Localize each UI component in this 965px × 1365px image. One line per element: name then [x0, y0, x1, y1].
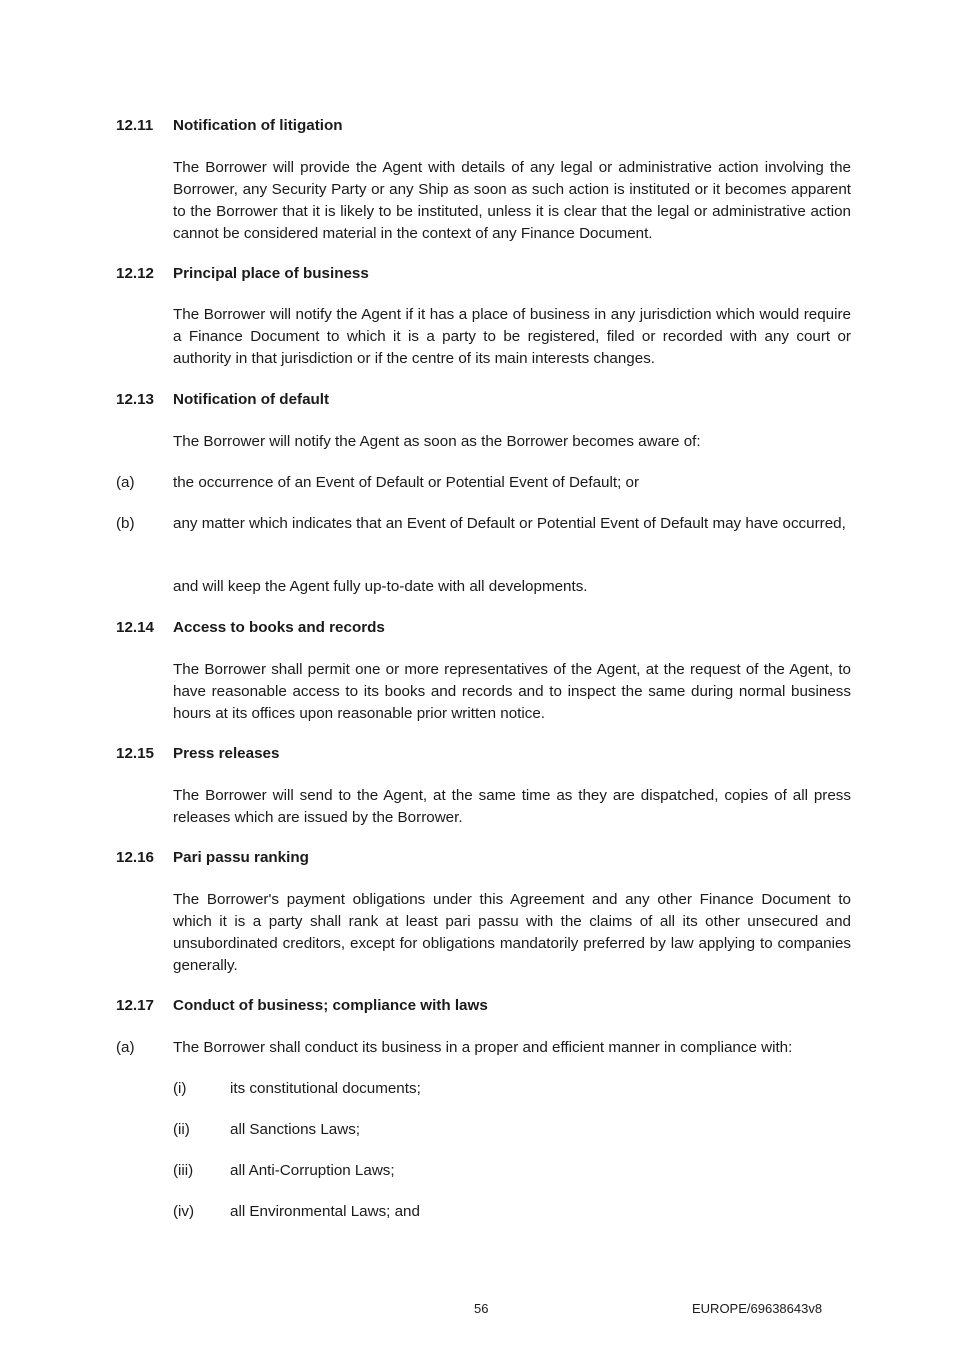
section-text: The Borrower will notify the Agent as soon as the Borrower becomes aware of:: [173, 433, 701, 450]
subitem-text: all Environmental Laws; and: [230, 1203, 420, 1220]
section-number: 12.16: [116, 849, 155, 866]
item-label: (b): [116, 515, 135, 532]
section-title: Pari passu ranking: [173, 849, 309, 866]
section-title: Press releases: [173, 745, 280, 762]
subitem-label: (i): [173, 1080, 187, 1097]
item-text: any matter which indicates that an Event of Default or Potential Event of Default may have occurred,: [173, 515, 846, 532]
section-text: The Borrower's payment obligations under this Agreement and any other Finance Document to which it is a party shall rank at least pari passu with the claims of all its other unsecured and unsubordinated creditors, except for obligations mandatorily preferred by law applying to companies generally.: [173, 891, 851, 974]
subitem-text: all Sanctions Laws;: [230, 1121, 361, 1138]
section-number: 12.11: [116, 117, 154, 134]
section-text: The Borrower shall permit one or more representatives of the Agent, at the request of the Agent, to have reasonable access to its books and records and to inspect the same during normal business hours at its offices upon reasonable prior written notice.: [173, 661, 851, 722]
section-text: The Borrower will send to the Agent, at the same time as they are dispatched, copies of all press releases which are issued by the Borrower.: [173, 787, 851, 826]
section-number: 12.12: [116, 265, 155, 282]
section-title: Principal place of business: [173, 265, 369, 282]
section-text: The Borrower will notify the Agent if it has a place of business in any jurisdiction which would require a Finance Document to which it is a party to be registered, filed or recorded with any court or authority in that jurisdiction or if the centre of its main interests changes.: [173, 306, 851, 367]
subitem-label: (iv): [173, 1203, 195, 1220]
section-number: 12.17: [116, 997, 155, 1014]
section-text: The Borrower will provide the Agent with details of any legal or administrative action involving the Borrower, any Security Party or any Ship as soon as such action is instituted or it becomes apparent to the Borrower that it is likely to be instituted, unless it is clear that the legal or administrative action cannot be considered material in the context of any Finance Document.: [173, 159, 851, 242]
section-number: 12.15: [116, 745, 155, 762]
section-number: 12.13: [116, 391, 155, 408]
subitem-text: all Anti-Corruption Laws;: [230, 1162, 395, 1179]
section-title: Conduct of business; compliance with laws: [173, 997, 488, 1014]
section-title: Access to books and records: [173, 619, 385, 636]
page-number: 56: [474, 1301, 489, 1316]
subitem-label: (ii): [173, 1121, 190, 1138]
section-title: Notification of litigation: [173, 117, 343, 134]
section-closing: and will keep the Agent fully up-to-date with all developments.: [173, 578, 588, 595]
item-label: (a): [116, 474, 135, 491]
item-text: the occurrence of an Event of Default or Potential Event of Default; or: [173, 474, 640, 491]
subitem-text: its constitutional documents;: [230, 1080, 421, 1097]
subitem-label: (iii): [173, 1162, 194, 1179]
item-label: (a): [116, 1039, 135, 1056]
section-title: Notification of default: [173, 391, 330, 408]
section-number: 12.14: [116, 619, 155, 636]
item-text: The Borrower shall conduct its business in a proper and efficient manner in compliance with:: [173, 1039, 793, 1056]
document-reference: EUROPE/69638643v8: [692, 1301, 823, 1316]
